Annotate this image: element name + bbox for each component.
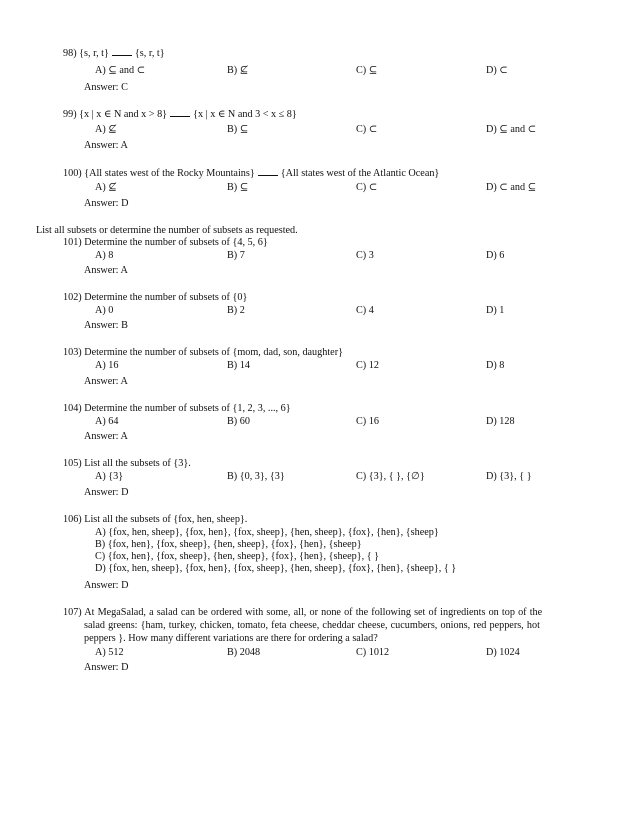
question-number: 100) [63,168,82,179]
option-d: D) {fox, hen, sheep}, {fox, hen}, {fox, sheep}, {hen, sheep}, {fox}, {hen}, {sheep}, { } [95,563,457,574]
right-set: {x | x ∈ N and 3 < x ≤ 8} [193,109,297,120]
option-d: D) 1 [486,305,505,316]
question-stem-line-1: 107) At MegaSalad, a salad can be ordered with some, all, or none of the following set of ingredients on top of the [63,607,543,618]
question-stem: 104) Determine the number of subsets of {1, 2, 3, ..., 6} [63,403,291,414]
question-stem: 101) Determine the number of subsets of {4, 5, 6} [63,237,268,248]
option-c: C) {3}, { }, {∅} [356,471,425,482]
option-b: B) 14 [227,360,250,371]
left-set: {s, r, t} [79,48,109,59]
option-d: D) 8 [486,360,505,371]
option-c: C) ⊂ [356,182,378,193]
option-c: C) 12 [356,360,379,371]
question-stem: 103) Determine the number of subsets of {mom, dad, son, daughter} [63,347,343,358]
answer-key: Answer: D [84,198,129,209]
option-c: C) 4 [356,305,374,316]
option-b: B) ⊆ [227,182,249,193]
question-number: 98) [63,48,77,59]
question-number: 99) [63,109,77,120]
answer-key: Answer: A [84,140,128,151]
left-set: {All states west of the Rocky Mountains} [84,168,255,179]
option-b: B) 7 [227,250,245,261]
option-d: D) ⊂ [486,65,508,76]
option-d: D) {3}, { } [486,471,532,482]
answer-blank [112,46,132,56]
answer-blank [170,107,190,117]
answer-key: Answer: B [84,320,128,331]
option-c: C) 3 [356,250,374,261]
option-a: A) {fox, hen, sheep}, {fox, hen}, {fox, sheep}, {hen, sheep}, {fox}, {hen}, {sheep} [95,527,439,538]
option-b: B) 2 [227,305,245,316]
option-b: B) 60 [227,416,250,427]
option-b: B) ⊈ [227,65,249,76]
answer-key: Answer: D [84,662,129,673]
option-a: A) ⊈ [95,124,117,135]
option-d: D) ⊂ and ⊆ [486,182,537,193]
answer-key: Answer: D [84,580,129,591]
section-instruction: List all subsets or determine the number of subsets as requested. [36,225,298,236]
question-stem [63,166,439,179]
option-b: B) {0, 3}, {3} [227,471,285,482]
answer-blank [258,166,278,176]
answer-key: Answer: C [84,82,128,93]
right-set: {s, r, t} [134,48,165,59]
option-a: A) {3} [95,471,124,482]
option-a: A) ⊆ and ⊂ [95,65,146,76]
option-d: D) 128 [486,416,515,427]
option-d: D) ⊆ and ⊂ [486,124,537,135]
option-a: A) 512 [95,647,124,658]
right-set: {All states west of the Atlantic Ocean} [280,168,440,179]
option-a: A) 8 [95,250,114,261]
question-stem-line-2: salad greens: {ham, turkey, chicken, tomato, feta cheese, cheddar cheese, cucumbers, onions, red peppers, hot [84,620,540,631]
question-stem: 102) Determine the number of subsets of {0} [63,292,248,303]
answer-key: Answer: A [84,431,128,442]
option-d: D) 6 [486,250,505,261]
answer-key: Answer: A [84,376,128,387]
option-c: C) ⊂ [356,124,378,135]
option-a: A) 0 [95,305,114,316]
option-c: C) 1012 [356,647,390,658]
option-a: A) ⊈ [95,182,117,193]
option-d: D) 1024 [486,647,520,658]
option-c: C) ⊆ [356,65,378,76]
question-stem-line-3: peppers }. How many different variations are there for ordering a salad? [84,633,378,644]
answer-key: Answer: A [84,265,128,276]
option-a: A) 16 [95,360,119,371]
option-a: A) 64 [95,416,119,427]
option-b: B) {fox, hen}, {fox, sheep}, {hen, sheep}, {fox}, {hen}, {sheep} [95,539,362,550]
question-stem [63,46,165,59]
answer-key: Answer: D [84,487,129,498]
question-stem: 105) List all the subsets of {3}. [63,458,191,469]
option-c: C) 16 [356,416,379,427]
question-stem: 106) List all the subsets of {fox, hen, sheep}. [63,514,248,525]
option-b: B) 2048 [227,647,261,658]
option-c: C) {fox, hen}, {fox, sheep}, {hen, sheep}, {fox}, {hen}, {sheep}, { } [95,551,380,562]
left-set: {x | x ∈ N and x > 8} [79,109,168,120]
option-b: B) ⊆ [227,124,249,135]
question-stem [63,107,297,120]
